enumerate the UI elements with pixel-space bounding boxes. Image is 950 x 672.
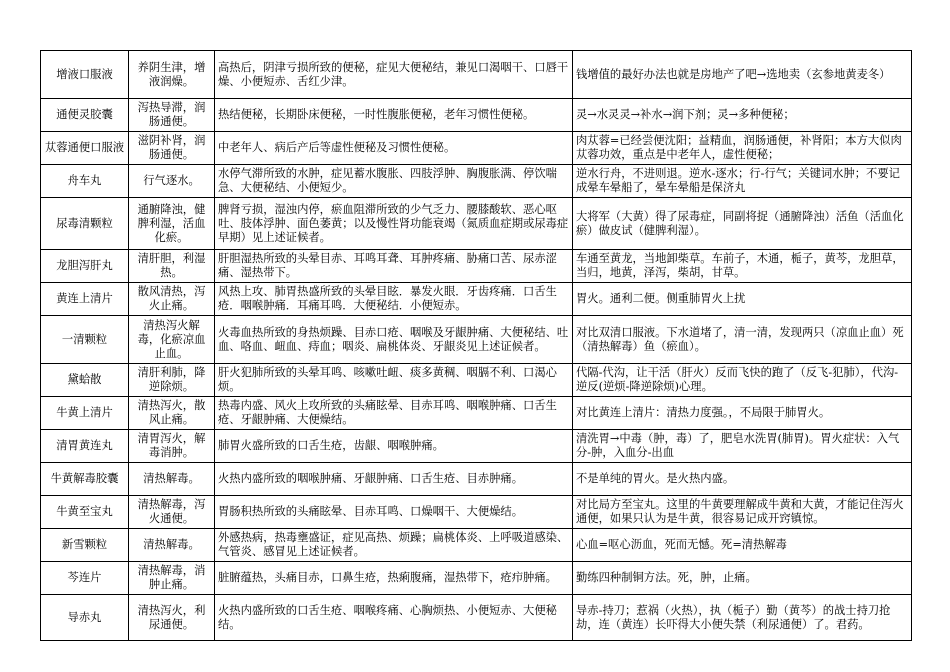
drug-effect-cell: 清热解毒。 (129, 463, 215, 496)
drug-mnemonic-cell: 车通至黄龙，当地卸柴草。车前子，木通，栀子，黄芩，龙胆草，当归，地黄，泽泻，柴胡，甘草。 (573, 250, 912, 283)
table-row (41, 250, 912, 283)
drug-mnemonic-cell: 对比双清口服液。下水道堵了，清一清，发现两只（凉血止血）死（清热解毒）鱼（瘀血）。 (573, 316, 912, 364)
table-row (41, 99, 912, 132)
drug-mnemonic-cell: 清洗胃→中毒（肿，毒）了，肥皂水洗胃(肺胃)。胃火症状：入气分-肿，入血分-出血 (573, 430, 912, 463)
drug-mnemonic-cell: 肉苁蓉=已经尝便沈阳；益精血，润肠通便，补肾阳；本方大似肉苁蓉功效，重点是中老年人，虚性便秘； (573, 132, 912, 165)
drug-indication-cell: 脏腑蕴热，头痛目赤，口鼻生疮，热痢腹痛，湿热带下，疮疖肿痛。 (215, 562, 573, 595)
drug-effect-cell: 行气逐水。 (129, 165, 215, 198)
drug-effect-cell: 清胃泻火，解毒消肿。 (129, 430, 215, 463)
drug-effect-cell: 清肝利肺，降逆除烦。 (129, 364, 215, 397)
drug-mnemonic-cell: 胃火。通利二便。侧重肺胃火上扰 (573, 283, 912, 316)
drug-indication-cell: 脾肾亏损，湿浊内停，瘀血阻滞所致的少气乏力、腰膝酸软、恶心呕吐、肢体浮肿、面色萎黄；以及慢性肾功能衰竭（氮质血症期或尿毒症早期）见上述证候者。 (215, 198, 573, 250)
drug-mnemonic-cell: 大将军（大黄）得了尿毒症，同副将捉（通腑降浊）活鱼（活血化瘀）做皮试（健脾利湿）。 (573, 198, 912, 250)
drug-name-cell: 牛黄解毒胶囊 (41, 463, 129, 496)
drug-table-sheet (40, 50, 911, 641)
drug-effect-cell: 泻热导滞，润肠通便。 (129, 99, 215, 132)
drug-indication-cell: 热结便秘，长期卧床便秘，一时性腹胀便秘，老年习惯性便秘。 (215, 99, 573, 132)
drug-name-cell: 新雪颗粒 (41, 529, 129, 562)
table-row (41, 397, 912, 430)
drug-name-cell: 牛黄至宝丸 (41, 496, 129, 529)
table-row (41, 463, 912, 496)
drug-name-cell: 舟车丸 (41, 165, 129, 198)
table-row (41, 51, 912, 99)
drug-effect-cell: 滋阴补肾，润肠通便。 (129, 132, 215, 165)
drug-mnemonic-cell: 对比黄连上清片：清热力度强。，不局限于肺胃火。 (573, 397, 912, 430)
drug-name-cell: 龙胆泻肝丸 (41, 250, 129, 283)
drug-indication-cell: 火热内盛所致的口舌生疮、咽喉疼痛、心胸烦热、小便短赤、大便秘结。 (215, 595, 573, 641)
table-row (41, 562, 912, 595)
drug-mnemonic-cell: 导赤-持刀；惹祸（火热），执（栀子）勤（黄芩）的战士持刀抢劫，连（黄连）长吓得大小便失禁（利尿通便）了。君药。 (573, 595, 912, 641)
drug-mnemonic-cell: 心血=呕心沥血，死而无憾。死=清热解毒 (573, 529, 912, 562)
drug-effect-cell: 清热解毒，消肿止痛。 (129, 562, 215, 595)
drug-indication-cell: 火毒血热所致的身热烦躁、目赤口疮、咽喉及牙龈肿痛、大便秘结、吐血、咯血、衄血、痔血；咽炎、扁桃体炎、牙龈炎见上述证候者。 (215, 316, 573, 364)
drug-name-cell: 尿毒清颗粒 (41, 198, 129, 250)
drug-mnemonic-cell: 代隔-代沟，让干活（肝火）反而飞快的跑了（反飞-犯肺），代沟-逆反(逆烦-降逆除烦)心理。 (573, 364, 912, 397)
drug-indication-cell: 热毒内盛、风火上攻所致的头痛眩晕、目赤耳鸣、咽喉肿痛、口舌生疮、牙龈肿痛、大便燥结。 (215, 397, 573, 430)
table-row (41, 529, 912, 562)
drug-effect-cell: 清热解毒，泻火通便。 (129, 496, 215, 529)
drug-effect-cell: 清热泻火，散风止痛。 (129, 397, 215, 430)
drug-name-cell: 导赤丸 (41, 595, 129, 641)
drug-table-body (41, 51, 912, 641)
drug-mnemonic-cell: 不是单纯的胃火。是火热内盛。 (573, 463, 912, 496)
drug-name-cell: 黄连上清片 (41, 283, 129, 316)
drug-table (40, 50, 912, 641)
drug-indication-cell: 水停气滞所致的水肿，症见蓄水腹胀、四肢浮肿、胸腹胀满、停饮喘急、大便秘结、小便短少。 (215, 165, 573, 198)
drug-effect-cell: 清肝胆，利湿热。 (129, 250, 215, 283)
drug-indication-cell: 肝胆湿热所致的头晕目赤、耳鸣耳聋、耳肿疼痛、胁痛口苦、尿赤涩痛、湿热带下。 (215, 250, 573, 283)
drug-effect-cell: 散风清热，泻火止痛。 (129, 283, 215, 316)
drug-indication-cell: 肺胃火盛所致的口舌生疮，齿龈、咽喉肿痛。 (215, 430, 573, 463)
drug-name-cell: 一清颗粒 (41, 316, 129, 364)
drug-name-cell: 增液口服液 (41, 51, 129, 99)
drug-effect-cell: 清热解毒。 (129, 529, 215, 562)
drug-indication-cell: 高热后，阴津亏损所致的便秘，症见大便秘结，兼见口渴咽干、口唇干燥、小便短赤、舌红少津。 (215, 51, 573, 99)
drug-name-cell: 黛蛤散 (41, 364, 129, 397)
drug-mnemonic-cell: 勤练四种制铜方法。死，肿，止痛。 (573, 562, 912, 595)
table-row (41, 198, 912, 250)
drug-name-cell: 清胃黄连丸 (41, 430, 129, 463)
drug-name-cell: 芩连片 (41, 562, 129, 595)
drug-indication-cell: 胃肠积热所致的头痛眩晕、目赤耳鸣、口燥咽干、大便燥结。 (215, 496, 573, 529)
drug-effect-cell: 通腑降浊，健脾利湿，活血化瘀。 (129, 198, 215, 250)
table-row (41, 132, 912, 165)
table-row (41, 283, 912, 316)
drug-effect-cell: 清热泻火，利尿通便。 (129, 595, 215, 641)
table-row (41, 430, 912, 463)
drug-mnemonic-cell: 逆水行舟，不进则退。逆水-逐水；行-行气；关键词水肿；不要记成晕车晕船了，晕车晕船是保济丸 (573, 165, 912, 198)
table-row (41, 496, 912, 529)
drug-name-cell: 苁蓉通便口服液 (41, 132, 129, 165)
drug-name-cell: 牛黄上清片 (41, 397, 129, 430)
drug-indication-cell: 肝火犯肺所致的头晕耳鸣、咳嗽吐衄、痰多黄稠、咽膈不利、口渴心烦。 (215, 364, 573, 397)
table-row (41, 364, 912, 397)
drug-mnemonic-cell: 钱增值的最好办法也就是房地产了吧→选地卖（玄参地黄麦冬） (573, 51, 912, 99)
drug-indication-cell: 风热上攻、肺胃热盛所致的头晕目眩．暴发火眼．牙齿疼痛．口舌生疮．咽喉肿痛．耳痛耳鸣．大便秘结．小便短赤。 (215, 283, 573, 316)
drug-name-cell: 通便灵胶囊 (41, 99, 129, 132)
drug-effect-cell: 养阴生津，增液润燥。 (129, 51, 215, 99)
table-row (41, 165, 912, 198)
drug-indication-cell: 外感热病，热毒壅盛证，症见高热、烦躁；扁桃体炎、上呼吸道感染、气管炎、感冒见上述证候者。 (215, 529, 573, 562)
drug-mnemonic-cell: 灵→水灵灵→补水→润下剂；灵→多种便秘； (573, 99, 912, 132)
drug-mnemonic-cell: 对比局方至宝丸。这里的牛黄要理解成牛黄和大黄，才能记住泻火通便，如果只认为是牛黄，很容易记成开窍镇惊。 (573, 496, 912, 529)
drug-effect-cell: 清热泻火解毒，化瘀凉血止血。 (129, 316, 215, 364)
drug-indication-cell: 中老年人、病后产后等虚性便秘及习惯性便秘。 (215, 132, 573, 165)
table-row (41, 595, 912, 641)
drug-indication-cell: 火热内盛所致的咽喉肿痛、牙龈肿痛、口舌生疮、目赤肿痛。 (215, 463, 573, 496)
table-row (41, 316, 912, 364)
